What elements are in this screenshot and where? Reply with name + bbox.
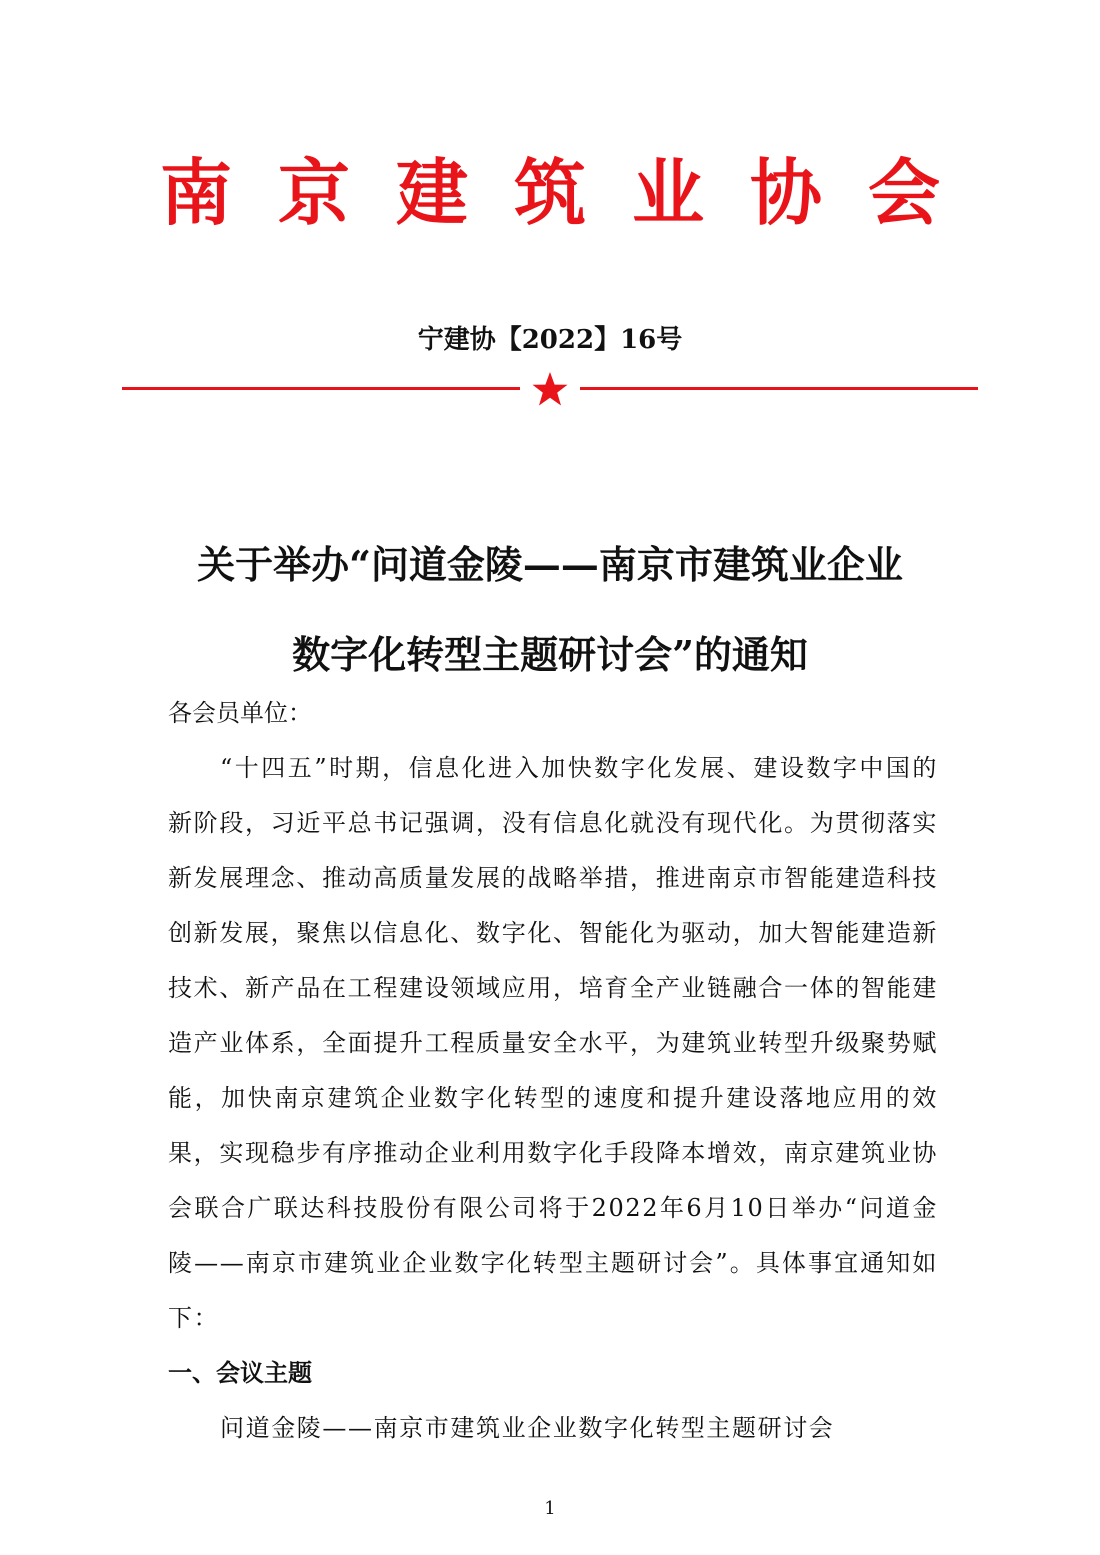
title-line-1: 关于举办“问道金陵——南京市建筑业企业 — [197, 542, 903, 587]
red-divider — [122, 370, 978, 410]
page-number: 1 — [544, 1498, 556, 1519]
divider-line-right — [580, 387, 978, 390]
notice-body — [168, 686, 938, 1456]
organization-header: 南京建筑业协会 — [159, 150, 986, 235]
title-line-2: 数字化转型主题研讨会”的通知 — [292, 632, 808, 677]
notice-title — [0, 520, 1100, 700]
salutation: 各会员单位： — [168, 699, 312, 727]
section-text: 问道金陵——南京市建筑业企业数字化转型主题研讨会 — [220, 1414, 835, 1442]
divider-line-left — [122, 387, 520, 390]
section-heading: 一、会议主题 — [168, 1359, 312, 1387]
star-icon — [532, 370, 568, 410]
body-paragraph: “十四五”时期，信息化进入加快数字化发展、建设数字中国的新阶段，习近平总书记强调，没有信息化就没有现代化。为贯彻落实新发展理念、推动高质量发展的战略举措，推进南京市智能建造科技创新发展，聚焦以信息化、数字化、智能化为驱动，加大智能建造新技术、新产品在工程建设领域应用，培育全产业链融合一体的智能建造产业体系，全面提升工程质量安全水平，为建筑业转型升级聚势赋能，加快南京建筑企业数字化转型的速度和提升建设落地应用的效果，实现稳步有序推动企业利用数字化手段降本增效，南京建筑业协会联合广联达科技股份有限公司将于2022年6月10日举办“问道金陵——南京市建筑业企业数字化转型主题研讨会”。具体事宜通知如下： — [168, 754, 938, 1332]
document-number: 宁建协【2022】16号 — [417, 325, 683, 355]
